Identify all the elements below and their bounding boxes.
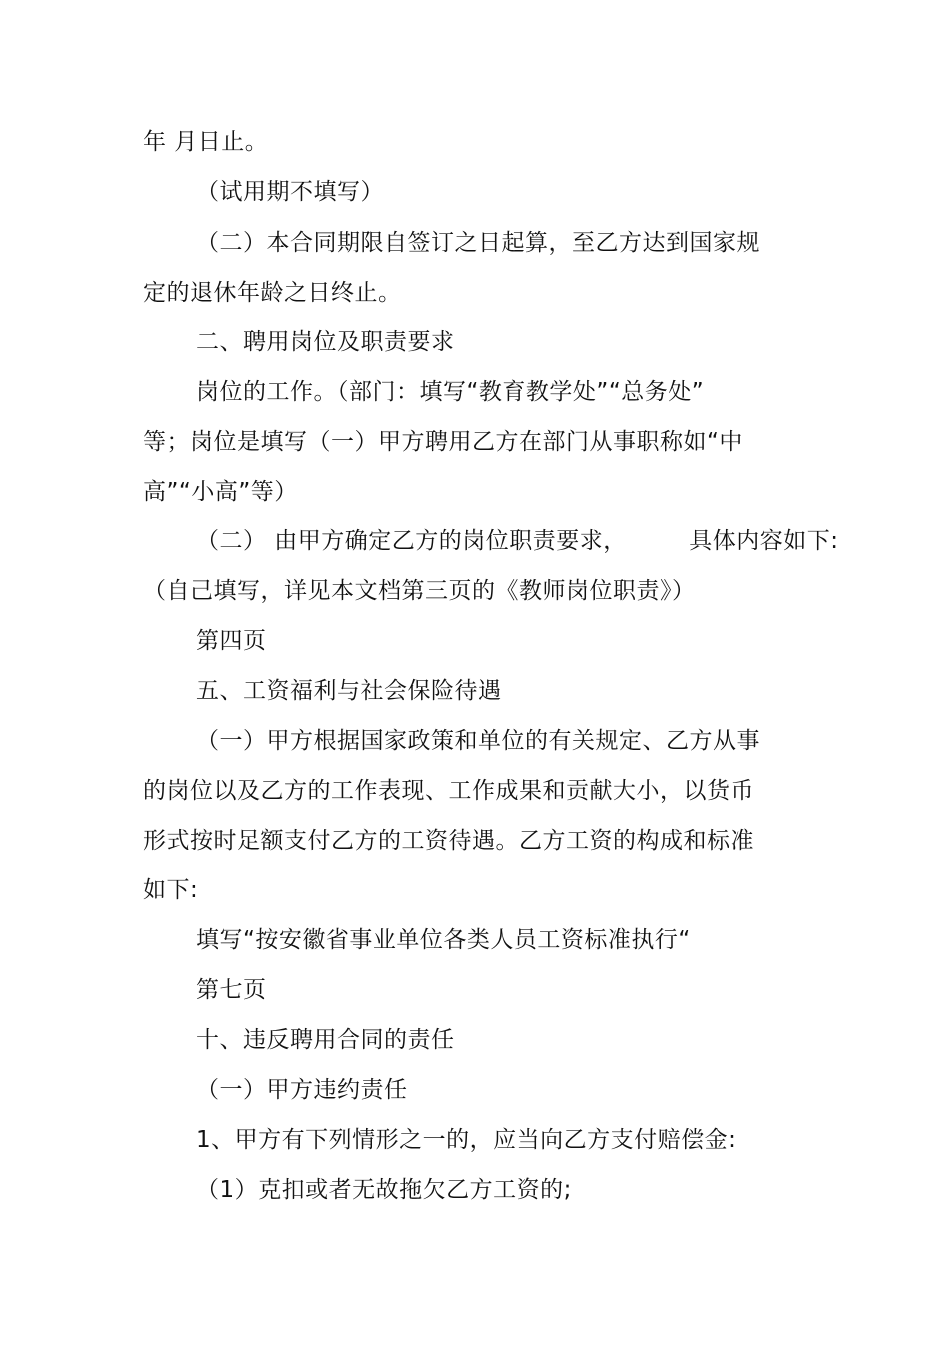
section-heading: 十、违反聘用合同的责任 (196, 1027, 455, 1053)
text-line: 如下: (143, 877, 199, 903)
text-line: 高”“小高”等） (143, 479, 298, 505)
text-line: （二）本合同期限自签订之日起算，至乙方达到国家规 (196, 230, 760, 256)
text-line: 等；岗位是填写（一）甲方聘用乙方在部门从事职称如“中 (143, 429, 743, 455)
text-line: 年 月日止。 (143, 129, 269, 155)
text-line: （1）克扣或者无故拖欠乙方工资的; (196, 1177, 572, 1203)
text-line: （一）甲方根据国家政策和单位的有关规定、乙方从事 (196, 728, 760, 754)
page-reference: 第七页 (196, 977, 267, 1003)
text-line: 1、甲方有下列情形之一的，应当向乙方支付赔偿金: (196, 1127, 737, 1153)
text-line: （一）甲方违约责任 (196, 1077, 408, 1103)
text-line: （自己填写，详见本文档第三页的《教师岗位职责》） (143, 578, 696, 604)
text-line: 形式按时足额支付乙方的工资待遇。乙方工资的构成和标准 (143, 828, 754, 854)
text-line: 的岗位以及乙方的工作表现、工作成果和贡献大小，以货币 (143, 778, 754, 804)
text-line: 岗位的工作。（部门：填写“教育教学处”“总务处” (196, 379, 705, 405)
section-heading: 二、聘用岗位及职责要求 (196, 329, 455, 355)
text-line: （试用期不填写） (196, 179, 384, 205)
text-line: （二） 由甲方确定乙方的岗位职责要求， 具体内容如下: (196, 528, 839, 554)
section-heading: 五、工资福利与社会保险待遇 (196, 678, 502, 704)
text-line: 定的退休年龄之日终止。 (143, 280, 402, 306)
text-line: 填写“按安徽省事业单位各类人员工资标准执行“ (196, 927, 691, 953)
page-reference: 第四页 (196, 628, 267, 654)
